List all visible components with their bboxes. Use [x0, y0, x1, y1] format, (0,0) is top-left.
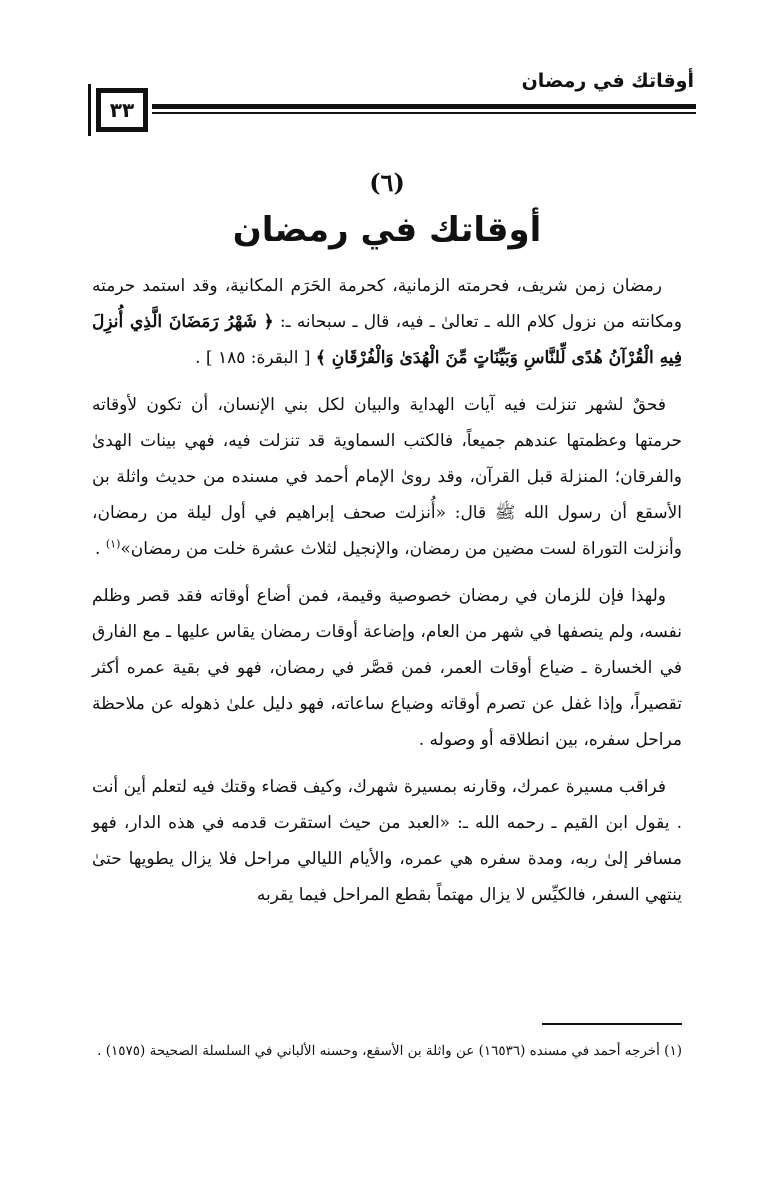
header-rule-thin: [152, 112, 696, 114]
chapter-number: (٦): [369, 168, 405, 197]
paragraph-1-text: رمضان زمن شريف، فحرمته الزمانية، كحرمة الحَرَم المكانية، وقد استمد حرمته ومكانته من نزول كلام الله ـ تعالىٰ ـ فيه، قال ـ سبحانه ـ:: [92, 276, 682, 333]
body-text: [92, 268, 682, 923]
header-rule-thick: [152, 104, 696, 109]
chapter-title: أوقاتك في رمضان: [232, 210, 542, 250]
footnote-1: (١) أخرجه أحمد في مسنده (١٦٥٣٦) عن واثلة بن الأسقع، وحسنه الألباني في السلسلة الصحيحة (١٥٧٥) .: [97, 1043, 682, 1059]
quran-verse: ﴿ شَهْرُ رَمَضَانَ الَّذِي أُنزِلَ فِيهِ الْقُرْآنُ هُدًى لِّلنَّاسِ وَبَيِّنَاتٍ مِّنَ الْهُدَىٰ وَالْفُرْقَانِ ﴾: [92, 312, 682, 369]
paragraph-2-end: .: [95, 539, 106, 560]
running-title: أوقاتك في رمضان: [521, 70, 694, 92]
verse-citation: [ البقرة: ١٨٥ ] .: [195, 348, 316, 369]
page-number: ٣٣: [96, 88, 148, 132]
paragraph-4: فراقب مسيرة عمرك، وقارنه بمسيرة شهرك، وكيف قضاء وقتك فيه لتعلم أين أنت . يقول ابن القيم ـ رحمه الله ـ: «العبد من حيث استقرت قدمه في هذه الدار، فهو مسافر إلىٰ ربه، ومدة سفره هي عمره، والأيام الليالي مراحل فلا يزال يطويها حتىٰ ينتهي السفر، فالكيِّس لا يزال مهتماً بقطع المراحل فيما يقربه: [92, 776, 682, 906]
paragraph-2: [92, 387, 682, 568]
footnote-ref[interactable]: (١): [105, 537, 121, 551]
header-rule: [152, 104, 696, 116]
paragraph-3: ولهذا فإن للزمان في رمضان خصوصية وقيمة، فمن أضاع أوقاته فقد قصر وظلم نفسه، ولم ينصفها في شهر من العام، وإضاعة أوقات رمضان يقاس عليها ـ مع الفارق في الخسارة ـ ضياع أوقات العمر، فمن قصَّر في رمضان، فهو في بقية عمره أكثر تقصيراً، وإذا غفل عن تصرم أوقاته وضياع ساعاته، فهو دليل علىٰ ذهوله عن ملاحظة مراحل سفره، بين انطلاقه أو وصوله .: [92, 585, 682, 751]
paragraph-2-text: فحقٌ لشهر تنزلت فيه آيات الهداية والبيان لكل بني الإنسان، أن تكون لأوقاته حرمتها وعظمتها عندهم جميعاً، فالكتب السماوية قد تنزلت فيه، فهي بينات الهدىٰ والفرقان؛ المنزلة قبل القرآن، وقد روىٰ الإمام أحمد في مسنده من حديث واثلة بن الأسقع أن رسول الله ﷺ قال: «أُنزلت صحف إبراهيم في أول ليلة من رمضان، وأنزلت التوراة لست مضين من رمضان، والإنجيل لثلاث عشرة خلت من رمضان»: [92, 394, 683, 560]
paragraph-1: [92, 268, 682, 377]
footnote-rule: [542, 1023, 682, 1025]
